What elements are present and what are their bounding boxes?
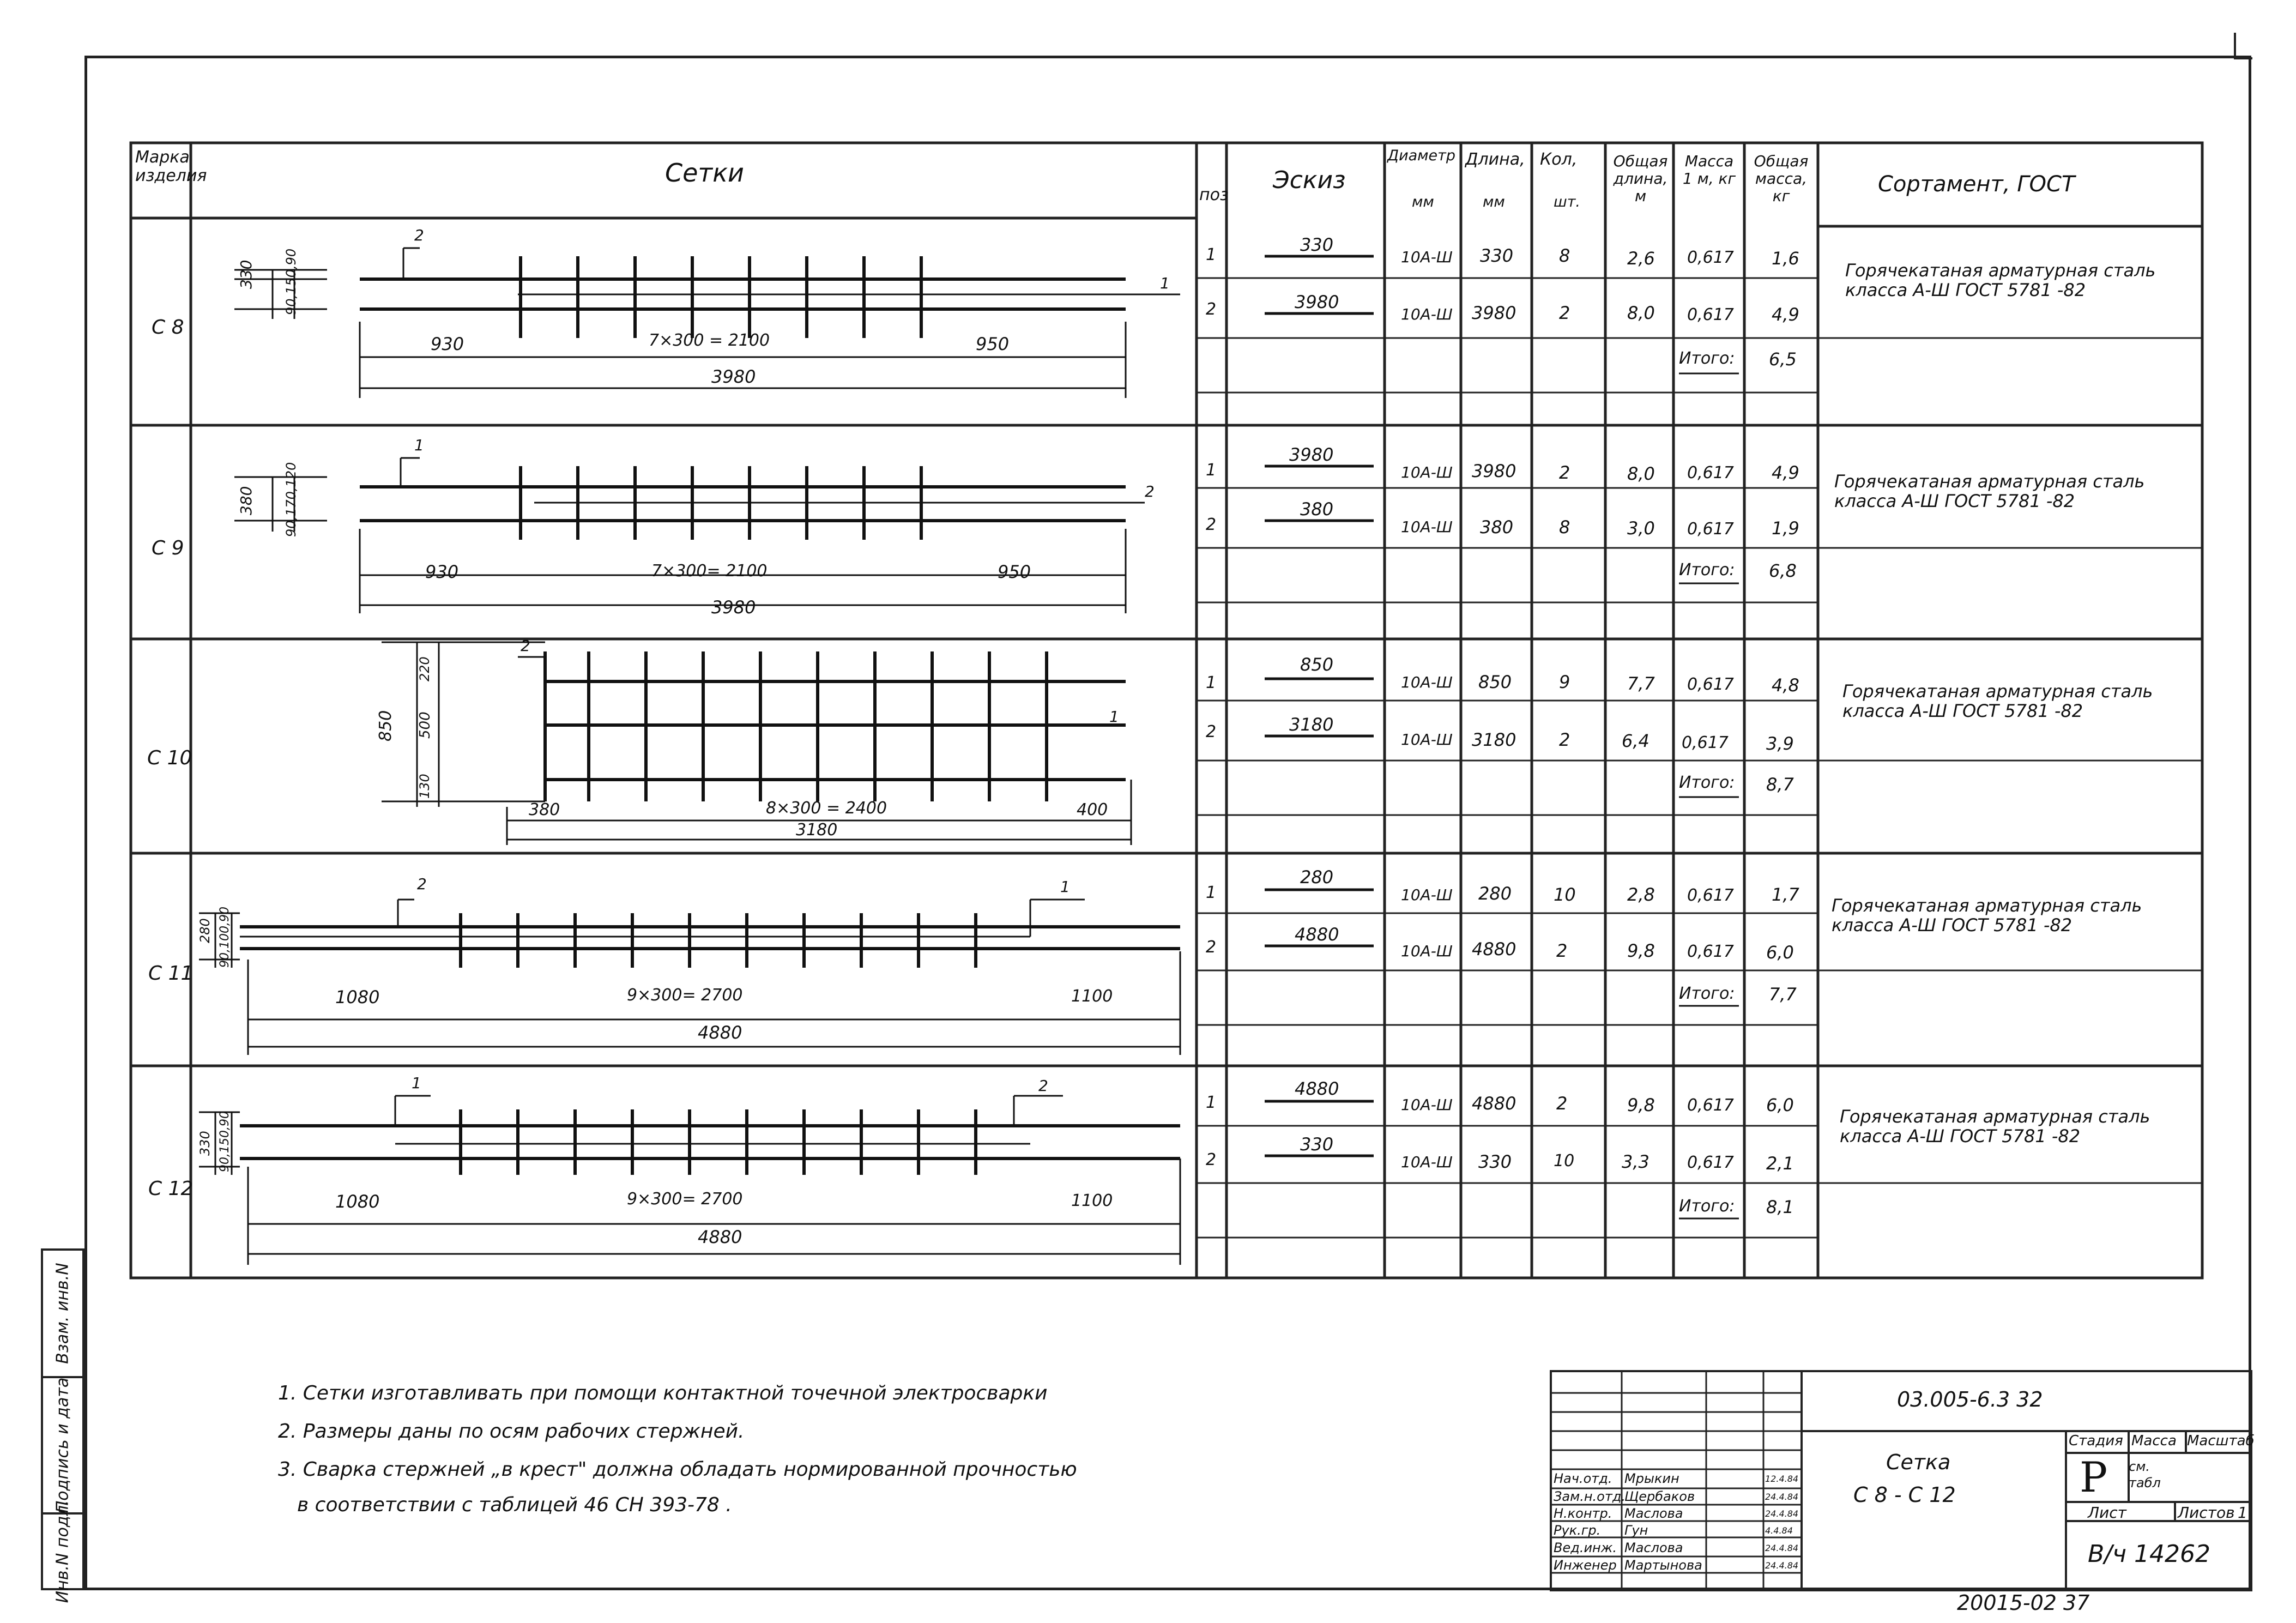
- pos-label: 1: [1160, 274, 1170, 292]
- length-cell: 850: [1478, 672, 1512, 692]
- dim-height-total: 280: [197, 918, 213, 943]
- tb-role: Рук.гр.: [1554, 1523, 1601, 1538]
- tb-role: Зам.н.отд.: [1554, 1489, 1626, 1504]
- pos-label: 1: [412, 1074, 421, 1092]
- length-cell: 4880: [1472, 1093, 1516, 1114]
- massa-label: Масса: [2131, 1433, 2177, 1449]
- dim-height-total: 850: [376, 710, 395, 741]
- eskiz-length: 4880: [1295, 924, 1339, 945]
- dim-right: 950: [998, 562, 1031, 582]
- tb-date: 4.4.84: [1765, 1525, 1793, 1536]
- dim-total: 3980: [711, 366, 756, 387]
- qty-cell: 2: [1556, 1093, 1568, 1114]
- qty-cell: 2: [1559, 303, 1570, 323]
- diameter-cell: 10А-Ш: [1401, 305, 1453, 323]
- header-eskiz: Эскиз: [1273, 166, 1346, 194]
- header-kol: Кол,: [1540, 150, 1578, 169]
- total-length-cell: 2,8: [1627, 884, 1655, 905]
- tb-date: 24.4.84: [1765, 1560, 1799, 1571]
- header-dlina: Длина,: [1465, 150, 1525, 169]
- length-cell: 3180: [1472, 729, 1516, 750]
- qty-cell: 8: [1559, 245, 1570, 266]
- pos-label: 1: [1109, 708, 1119, 726]
- diameter-cell: 10А-Ш: [1401, 673, 1453, 691]
- dim-right: 400: [1077, 800, 1108, 819]
- title-name-2: С 8 - С 12: [1853, 1483, 1956, 1507]
- masshtab-label: Масштаб: [2187, 1433, 2255, 1449]
- length-cell: 330: [1478, 1151, 1512, 1172]
- dim-total: 3980: [711, 597, 756, 618]
- poz-cell: 1: [1206, 461, 1217, 480]
- tb-name: Мартынова: [1624, 1558, 1702, 1573]
- pos-label: 2: [414, 226, 424, 244]
- row-mark: С 11: [148, 962, 194, 985]
- poz-cell: 1: [1206, 245, 1217, 264]
- diameter-cell: 10А-Ш: [1401, 731, 1453, 749]
- mass-per-m-cell: 0,617: [1687, 1153, 1734, 1172]
- eskiz-length: 3980: [1295, 292, 1339, 312]
- mass-cell: 1,7: [1772, 884, 1799, 905]
- mass-cell: 4,9: [1772, 462, 1799, 483]
- dim-height-total: 330: [197, 1131, 213, 1156]
- header-dlina-unit: мм: [1483, 194, 1505, 210]
- length-cell: 3980: [1472, 461, 1516, 481]
- diameter-cell: 10А-Ш: [1401, 942, 1453, 960]
- tb-role: Инженер: [1554, 1558, 1617, 1573]
- dim-left: 380: [529, 800, 560, 819]
- pos-label: 2: [417, 875, 427, 893]
- mesh-drawing-c10: [545, 651, 1126, 801]
- mass-cell: 4,8: [1772, 675, 1799, 696]
- qty-cell: 2: [1559, 462, 1570, 483]
- itogo-label: Итого:: [1679, 984, 1735, 1003]
- mass-per-m-cell: 0,617: [1687, 675, 1734, 694]
- dim-mid: 9×300= 2700: [627, 986, 743, 1005]
- massa-value: см. табл: [2129, 1459, 2161, 1491]
- eskiz-length: 4880: [1295, 1078, 1339, 1099]
- total-length-cell: 3,3: [1622, 1151, 1650, 1172]
- tb-date: 24.4.84: [1765, 1543, 1799, 1553]
- sortament-cell: Горячекатаная арматурная сталь класса А-Ш ГОСТ 5781 -82: [1832, 895, 2142, 936]
- qty-cell: 10: [1554, 1151, 1575, 1171]
- pos-label: 1: [414, 436, 424, 454]
- qty-cell: 8: [1559, 517, 1570, 538]
- dim-mid: 9×300= 2700: [627, 1190, 743, 1209]
- eskiz-length: 280: [1300, 867, 1334, 888]
- poz-cell: 1: [1206, 883, 1217, 902]
- itogo-label: Итого:: [1679, 349, 1735, 368]
- poz-cell: 1: [1206, 1093, 1217, 1112]
- eskiz-length: 330: [1300, 1134, 1334, 1155]
- mesh-drawing-c11: [240, 913, 1180, 968]
- dim-left: 930: [425, 562, 459, 582]
- diameter-cell: 10А-Ш: [1401, 886, 1453, 904]
- row-mark: С 9: [152, 537, 184, 559]
- diameter-cell: 10А-Ш: [1401, 518, 1453, 536]
- title-name-1: Сетка: [1886, 1450, 1951, 1474]
- dim-total: 4880: [698, 1227, 742, 1247]
- tb-name: Гун: [1624, 1523, 1648, 1538]
- total-length-cell: 3,0: [1627, 518, 1655, 539]
- length-cell: 4880: [1472, 939, 1516, 960]
- poz-cell: 2: [1206, 938, 1217, 957]
- itogo-label: Итого:: [1679, 773, 1735, 792]
- mass-per-m-cell: 0,617: [1687, 1096, 1734, 1115]
- eskiz-length: 850: [1300, 654, 1334, 675]
- tb-name: Маслова: [1624, 1506, 1683, 1521]
- row-mark: С 12: [148, 1178, 194, 1200]
- qty-cell: 10: [1554, 884, 1576, 905]
- qty-cell: 2: [1556, 940, 1568, 961]
- row-mark: С 10: [147, 747, 192, 769]
- header-poz: поз: [1199, 185, 1229, 204]
- diameter-cell: 10А-Ш: [1401, 248, 1453, 266]
- eskiz-length: 3980: [1289, 444, 1334, 465]
- length-cell: 330: [1480, 245, 1514, 266]
- poz-cell: 1: [1206, 673, 1217, 692]
- pos-label: 1: [1060, 878, 1070, 896]
- itogo-value: 7,7: [1769, 984, 1797, 1005]
- length-cell: 280: [1478, 883, 1512, 904]
- poz-cell: 2: [1206, 300, 1217, 319]
- dim-mid: 8×300 = 2400: [766, 799, 887, 818]
- mass-cell: 3,9: [1766, 733, 1794, 754]
- qty-cell: 2: [1559, 729, 1570, 750]
- dim-mid: 7×300 = 2100: [649, 331, 770, 350]
- total-length-cell: 9,8: [1627, 1095, 1655, 1115]
- poz-cell: 2: [1206, 722, 1217, 741]
- list-label: Лист: [2088, 1504, 2126, 1522]
- eskiz-length: 380: [1300, 499, 1334, 520]
- side-label-podpis: Подпись и дата: [53, 1377, 72, 1513]
- diameter-cell: 10А-Ш: [1401, 463, 1453, 481]
- mesh-drawing-c8: [360, 256, 1145, 338]
- mass-per-m-cell: 0,617: [1687, 248, 1734, 267]
- dim-height-total: 330: [237, 260, 255, 289]
- poz-cell: 2: [1206, 1150, 1217, 1169]
- stadiya-value: Р: [2080, 1453, 2108, 1501]
- tb-role: Нач.отд.: [1554, 1471, 1612, 1486]
- mass-per-m-cell: 0,617: [1687, 305, 1734, 324]
- mesh-drawing-c9: [360, 466, 1145, 540]
- dim-left: 1080: [335, 987, 380, 1007]
- header-diametr-unit: мм: [1412, 194, 1434, 210]
- header-sortament: Сортамент, ГОСТ: [1878, 172, 2075, 197]
- stadiya-label: Стадия: [2069, 1433, 2123, 1449]
- sortament-cell: Горячекатаная арматурная сталь класса А-Ш ГОСТ 5781 -82: [1840, 1106, 2150, 1147]
- eskiz-length: 3180: [1289, 714, 1334, 735]
- pos-label: 2: [1145, 482, 1155, 500]
- dim-height-bot: 130: [417, 774, 432, 799]
- tb-role: Н.контр.: [1554, 1506, 1612, 1521]
- mass-per-m-cell: 0,617: [1687, 942, 1734, 961]
- header-kol-unit: шт.: [1554, 194, 1581, 210]
- mass-cell: 4,9: [1772, 304, 1799, 325]
- header-obshaya-dlina: Общая длина, м: [1613, 152, 1668, 205]
- dim-height-mid: 500: [417, 711, 433, 739]
- total-length-cell: 6,4: [1622, 731, 1650, 751]
- mass-per-m-cell: 0,617: [1687, 463, 1734, 482]
- bottom-code: 20015-02 37: [1957, 1591, 2090, 1615]
- total-length-cell: 7,7: [1627, 673, 1655, 694]
- header-obshaya-massa: Общая масса, кг: [1754, 152, 1809, 205]
- tb-date: 24.4.84: [1765, 1509, 1799, 1519]
- dim-height-top: 220: [417, 656, 432, 681]
- total-length-cell: 9,8: [1627, 940, 1655, 961]
- dim-height-parts: 90,170,120: [283, 462, 299, 537]
- total-length-cell: 2,6: [1627, 248, 1655, 269]
- inv-number: В/ч 14262: [2088, 1540, 2210, 1568]
- eskiz-length: 330: [1300, 234, 1334, 255]
- mass-per-m-cell: 0,617: [1682, 733, 1729, 752]
- itogo-value: 6,5: [1769, 349, 1797, 370]
- dim-right: 1100: [1071, 1191, 1113, 1210]
- mass-cell: 6,0: [1766, 1095, 1794, 1115]
- mass-cell: 2,1: [1766, 1153, 1794, 1174]
- header-diametr: Диаметр: [1387, 147, 1456, 164]
- mass-per-m-cell: 0,617: [1687, 520, 1734, 539]
- poz-cell: 2: [1206, 515, 1217, 534]
- itogo-label: Итого:: [1679, 1197, 1735, 1216]
- itogo-label: Итого:: [1679, 560, 1735, 580]
- pos-label: 2: [1038, 1077, 1048, 1095]
- note-2: 2. Размеры даны по осям рабочих стержней.: [278, 1420, 745, 1443]
- qty-cell: 9: [1559, 672, 1570, 692]
- dim-total: 4880: [698, 1022, 742, 1043]
- pos-label: 2: [521, 637, 530, 655]
- side-label-inv: Инв.N подл.: [53, 1500, 72, 1603]
- note-1: 1. Сетки изготавливать при помощи контактной точечной электросварки: [278, 1382, 1048, 1404]
- dim-left: 1080: [335, 1191, 380, 1212]
- length-cell: 3980: [1472, 303, 1516, 323]
- tb-date: 12.4.84: [1765, 1474, 1799, 1484]
- dim-mid: 7×300= 2100: [651, 562, 768, 581]
- tb-role: Вед.инж.: [1554, 1540, 1617, 1555]
- itogo-value: 8,1: [1766, 1197, 1794, 1217]
- header-massa-1m: Масса 1 м, кг: [1682, 152, 1736, 188]
- tb-name: Мрыкин: [1624, 1471, 1679, 1486]
- row-mark: С 8: [152, 316, 184, 339]
- dim-height-parts: 90,150,90: [283, 248, 299, 315]
- dim-total: 3180: [796, 820, 838, 840]
- sortament-cell: Горячекатаная арматурная сталь класса А-Ш ГОСТ 5781 -82: [1845, 260, 2156, 300]
- header-marka: Марка изделия: [135, 148, 207, 185]
- itogo-value: 8,7: [1766, 774, 1794, 795]
- tb-name: Щербаков: [1624, 1489, 1695, 1504]
- sortament-cell: Горячекатаная арматурная сталь класса А-Ш ГОСТ 5781 -82: [1834, 471, 2145, 511]
- total-length-cell: 8,0: [1627, 303, 1655, 323]
- note-3-cont: в соответствии с таблицей 46 СН 393-78 .: [297, 1494, 732, 1516]
- mass-cell: 1,6: [1772, 248, 1799, 269]
- diameter-cell: 10А-Ш: [1401, 1096, 1453, 1114]
- mass-per-m-cell: 0,617: [1687, 886, 1734, 905]
- header-setki: Сетки: [665, 158, 744, 188]
- dim-left: 930: [431, 334, 464, 354]
- diameter-cell: 10А-Ш: [1401, 1153, 1453, 1171]
- tb-date: 24.4.84: [1765, 1492, 1799, 1502]
- sortament-cell: Горячекатаная арматурная сталь класса А-Ш ГОСТ 5781 -82: [1842, 681, 2153, 721]
- side-label-vzam: Взам. инв.N: [53, 1263, 72, 1364]
- dim-right: 1100: [1071, 987, 1113, 1006]
- mesh-drawing-c12: [240, 1109, 1180, 1175]
- note-3: 3. Сварка стержней „в крест" должна обладать нормированной прочностью: [278, 1458, 1077, 1481]
- mass-cell: 6,0: [1766, 942, 1794, 963]
- doc-code: 03.005-6.3 32: [1897, 1387, 2043, 1411]
- dim-right: 950: [976, 334, 1010, 354]
- mass-cell: 1,9: [1772, 518, 1799, 539]
- total-length-cell: 8,0: [1627, 463, 1655, 484]
- dim-height-parts: 90,100,90: [218, 907, 232, 968]
- dim-height-total: 380: [237, 486, 255, 515]
- dim-height-parts: 90,150,90: [218, 1111, 232, 1172]
- listov-label: Листов: [2178, 1504, 2235, 1522]
- tb-name: Маслова: [1624, 1540, 1683, 1555]
- itogo-value: 6,8: [1769, 560, 1797, 581]
- length-cell: 380: [1480, 517, 1514, 538]
- listov-value: 1: [2238, 1504, 2247, 1522]
